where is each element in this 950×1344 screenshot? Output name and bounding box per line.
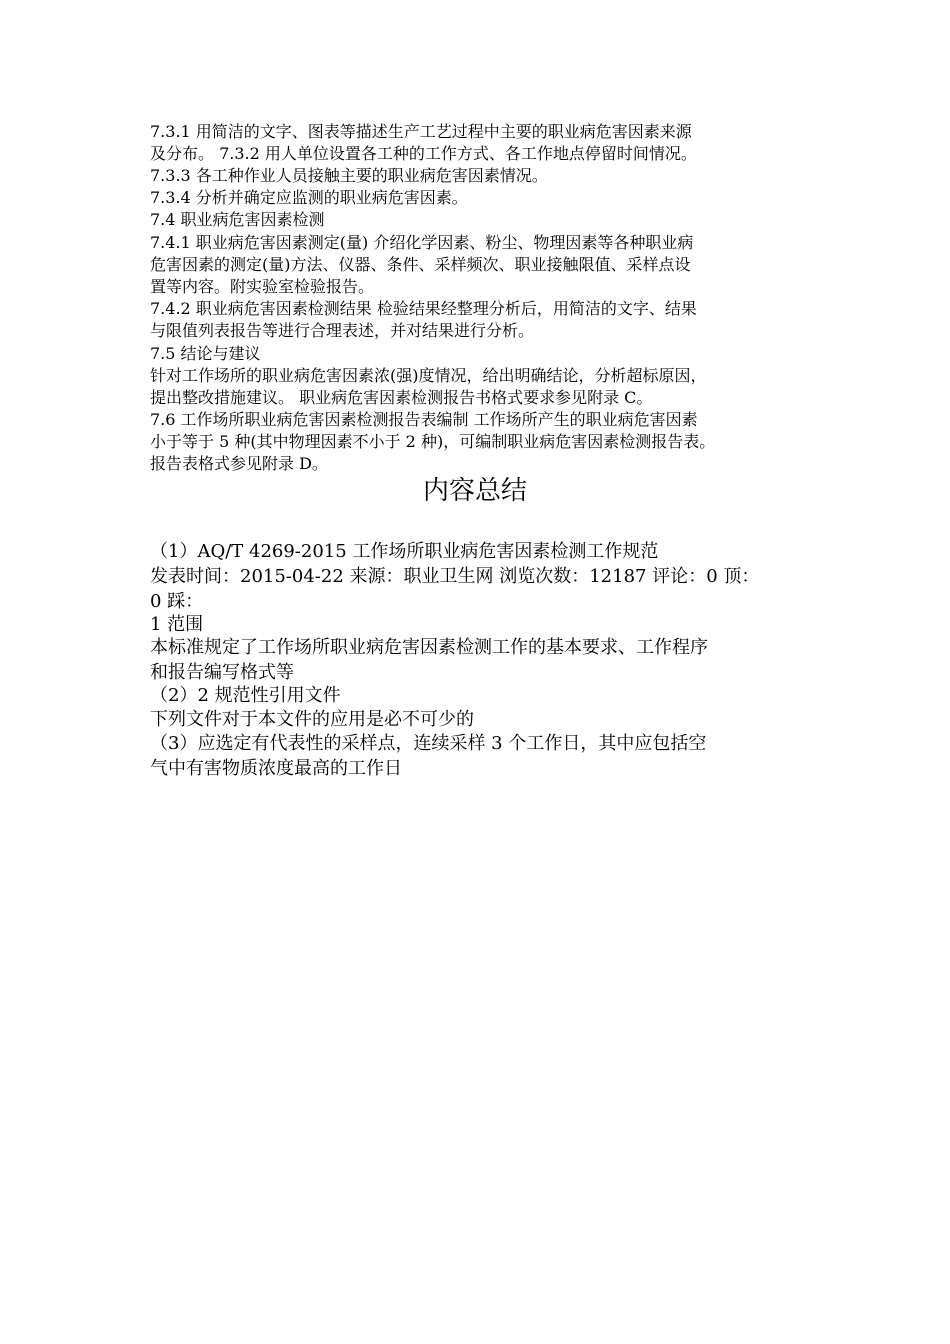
text-line: 针对工作场所的职业病危害因素浓(强)度情况，给出明确结论，分析超标原因， — [150, 366, 707, 385]
text-line: 7.4.2 职业病危害因素检测结果 检验结果经整理分析后，用简洁的文字、结果 — [150, 299, 697, 318]
text-line: 置等内容。附实验室检验报告。 — [150, 277, 375, 296]
text-line: 7.6 工作场所职业病危害因素检测报告表编制 工作场所产生的职业病危害因素 — [150, 410, 698, 429]
text-line: 7.3.1 用简洁的文字、图表等描述生产工艺过程中主要的职业病危害因素来源 — [150, 122, 692, 141]
text-line: 危害因素的测定(量)方法、仪器、条件、采样频次、职业接触限值、采样点设 — [150, 255, 691, 274]
text-line: 7.4.1 职业病危害因素测定(量) 介绍化学因素、粉尘、物理因素等各种职业病 — [150, 233, 694, 252]
section-title: 7.5 结论与建议 — [150, 344, 261, 363]
text-line: 下列文件对于本文件的应用是必不可少的 — [150, 709, 474, 730]
text-line: 提出整改措施建议。 职业病危害因素检测报告书格式要求参见附录 C。 — [150, 388, 653, 407]
text-line: 及分布。 7.3.2 用人单位设置各工种的工作方式、各工作地点停留时间情况。 — [150, 144, 697, 163]
text-line: 与限值列表报告等进行合理表述，并对结果进行分析。 — [150, 321, 535, 340]
summary-heading: 内容总结 — [422, 476, 527, 506]
text-line: 小于等于 5 种(其中物理因素不小于 2 种)，可编制职业病危害因素检测报告表。 — [150, 432, 716, 451]
text-line: 7.3.4 分析并确定应监测的职业病危害因素。 — [150, 188, 468, 207]
text-line: 7.3.3 各工种作业人员接触主要的职业病危害因素情况。 — [150, 166, 548, 185]
section-title: 7.4 职业病危害因素检测 — [150, 210, 325, 229]
text-line: 0 踩： — [150, 591, 204, 612]
text-line: 和报告编写格式等 — [150, 662, 294, 683]
summary-item: （2）2 规范性引用文件 — [150, 685, 341, 706]
text-line: 气中有害物质浓度最高的工作日 — [150, 758, 402, 779]
summary-item: （1）AQ/T 4269-2015 工作场所职业病危害因素检测工作规范 — [150, 541, 659, 562]
text-line: 报告表格式参见附录 D。 — [150, 454, 328, 473]
text-line: 1 范围 — [150, 614, 204, 635]
text-line: 本标准规定了工作场所职业病危害因素检测工作的基本要求、工作程序 — [150, 637, 708, 658]
summary-item: （3）应选定有代表性的采样点，连续采样 3 个工作日，其中应包括空 — [150, 733, 707, 754]
text-line: 发表时间：2015-04-22 来源：职业卫生网 浏览次数：12187 评论：0 顶： — [150, 566, 760, 587]
